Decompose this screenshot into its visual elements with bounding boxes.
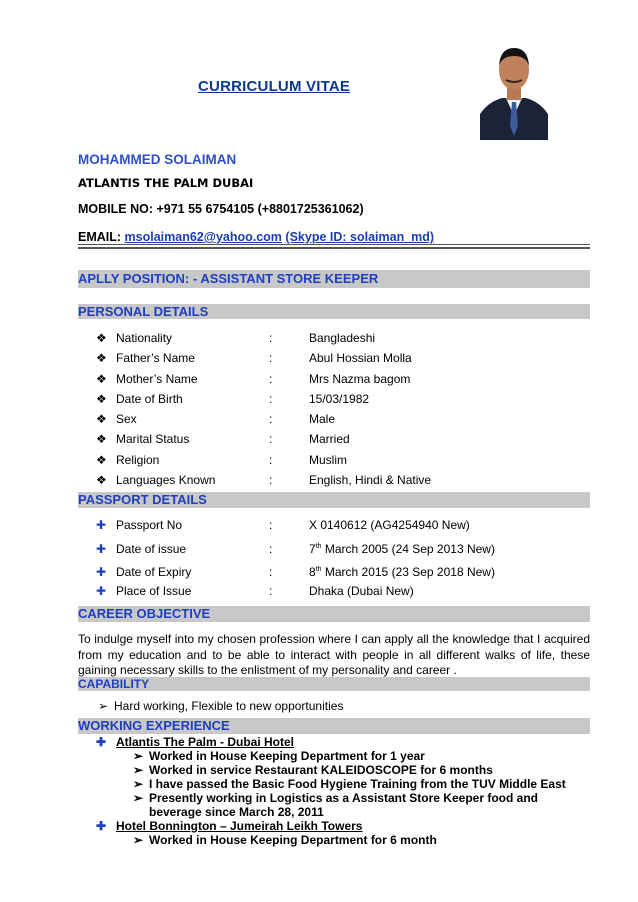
personal-row: ❖ Sex : Male <box>96 412 336 426</box>
diamond-bullet-icon: ❖ <box>96 412 107 426</box>
passport-row: ✚ Passport No : X 0140612 (AG4254940 New) <box>96 518 470 532</box>
capability-band <box>78 677 590 691</box>
working-experience-heading: WORKING EXPERIENCE <box>78 718 230 733</box>
document-title: CURRICULUM VITAE <box>198 78 351 95</box>
job-duty-continued: beverage since March 28, 2011 <box>149 805 324 819</box>
personal-details-band <box>78 304 590 319</box>
career-objective-heading: CAREER OBJECTIVE <box>78 606 211 621</box>
email-link[interactable]: msolaiman62@yahoo.com <box>124 230 282 244</box>
mobile-number: MOBILE NO: +971 55 6754105 (+8801725361062) <box>78 202 364 216</box>
header-divider-thick <box>78 247 590 249</box>
diamond-bullet-icon: ❖ <box>96 473 107 487</box>
capability-item: ➢ Hard working, Flexible to new opportunities <box>98 699 344 713</box>
personal-row: ❖ Date of Birth : 15/03/1982 <box>96 392 370 406</box>
personal-row: ❖ Mother’s Name : Mrs Nazma bagom <box>96 372 411 386</box>
pushpin-bullet-icon: ✚ <box>96 518 107 532</box>
job-duty: ➢ Worked in House Keeping Department for 1 year <box>133 749 425 763</box>
job-duty: ➢ I have passed the Basic Food Hygiene Training from the TUV Middle East <box>133 777 566 791</box>
personal-row: ❖ Religion : Muslim <box>96 453 347 467</box>
arrow-bullet-icon: ➢ <box>98 699 109 713</box>
arrow-bullet-icon: ➢ <box>133 777 144 791</box>
header-divider <box>78 244 590 245</box>
candidate-name: MOHAMMED SOLAIMAN <box>78 152 237 167</box>
email-label: EMAIL: <box>78 230 122 244</box>
job-title: ✚ Atlantis The Palm - Dubai Hotel <box>96 735 295 749</box>
diamond-bullet-icon: ❖ <box>96 432 107 446</box>
pushpin-bullet-icon: ✚ <box>96 584 107 598</box>
job-duty: ➢ Worked in House Keeping Department for 6 month <box>133 833 437 847</box>
pushpin-bullet-icon: ✚ <box>96 819 107 833</box>
passport-details-band <box>78 492 590 508</box>
passport-details-heading: PASSPORT DETAILS <box>78 492 207 507</box>
pushpin-bullet-icon: ✚ <box>96 735 107 749</box>
diamond-bullet-icon: ❖ <box>96 331 107 345</box>
arrow-bullet-icon: ➢ <box>133 749 144 763</box>
skype-id: (Skype ID: solaiman_md) <box>285 230 435 244</box>
personal-details-heading: PERSONAL DETAILS <box>78 304 209 319</box>
arrow-bullet-icon: ➢ <box>133 763 144 777</box>
pushpin-bullet-icon: ✚ <box>96 565 107 579</box>
passport-row: ✚ Date of issue : 7th March 2005 (24 Sep 2013 New) <box>96 542 495 556</box>
passport-row: ✚ Date of Expiry : 8th March 2015 (23 Sep 2018 New) <box>96 565 495 579</box>
arrow-bullet-icon: ➢ <box>133 833 144 847</box>
arrow-bullet-icon: ➢ <box>133 791 144 805</box>
profile-photo <box>480 36 548 140</box>
job-title: ✚ Hotel Bonnington – Jumeirah Leikh Towers <box>96 819 363 833</box>
personal-row: ❖ Languages Known : English, Hindi & Native <box>96 473 432 487</box>
diamond-bullet-icon: ❖ <box>96 392 107 406</box>
personal-row: ❖ Nationality : Bangladeshi <box>96 331 376 345</box>
job-duty: ➢ Presently working in Logistics as a Assistant Store Keeper food and <box>133 791 538 805</box>
diamond-bullet-icon: ❖ <box>96 351 107 365</box>
current-employer: ATLANTIS THE PALM DUBAI <box>78 176 254 190</box>
job-duty: ➢ Worked in service Restaurant KALEIDOSCOPE for 6 months <box>133 763 493 777</box>
personal-row: ❖ Marital Status : Married <box>96 432 350 446</box>
passport-row: ✚ Place of Issue : Dhaka (Dubai New) <box>96 584 414 598</box>
pushpin-bullet-icon: ✚ <box>96 542 107 556</box>
diamond-bullet-icon: ❖ <box>96 372 107 386</box>
email-line <box>78 230 434 244</box>
personal-row: ❖ Father’s Name : Abul Hossian Molla <box>96 351 412 365</box>
apply-position-band <box>78 270 590 288</box>
apply-position-heading: APLLY POSITION: - ASSISTANT STORE KEEPER <box>78 271 379 286</box>
working-experience-band <box>78 718 590 734</box>
career-objective-text: To indulge myself into my chosen profession where I can apply all the knowledge that I acquired from my education and to be able to interact with people in all different walks of life, these gaining necessary skills to the enlistment of my personality and career . <box>78 632 590 677</box>
diamond-bullet-icon: ❖ <box>96 453 107 467</box>
capability-heading: CAPABILITY <box>78 677 150 691</box>
career-objective-band <box>78 606 590 622</box>
